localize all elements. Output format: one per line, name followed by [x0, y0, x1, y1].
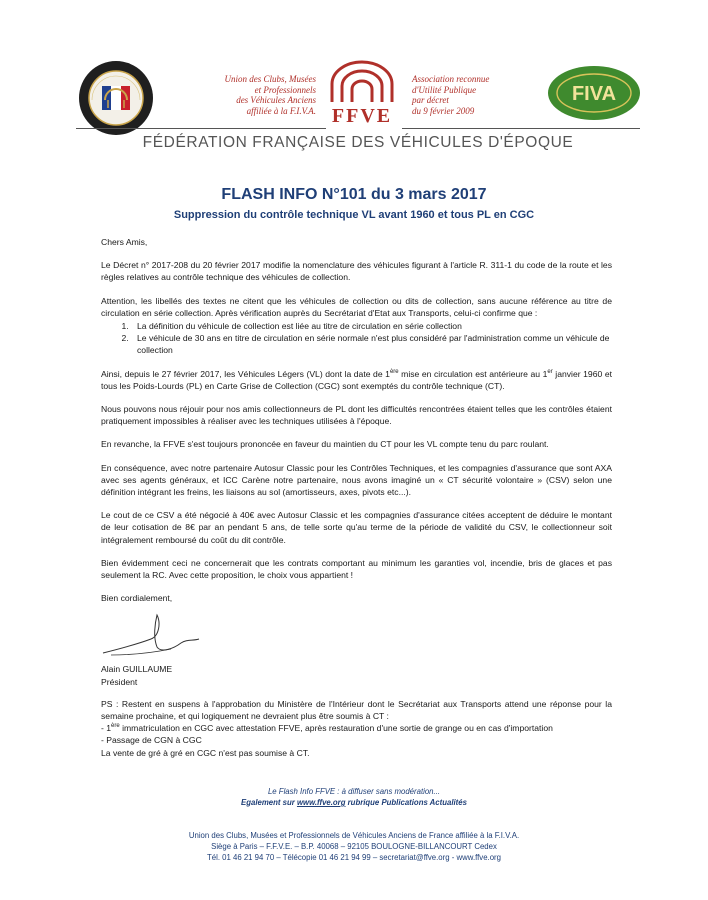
- text-run: - 1: [101, 723, 112, 734]
- header-left-text: [176, 74, 316, 116]
- paragraph: Attention, les libellés des textes ne citent que les véhicules de collection ou dits de collection, sans aucune référence au titre de circulation en série collection. Après vérification auprès du Secrétariat d'Etat aux Transports, celui-ci confirme que :: [101, 295, 612, 318]
- closing: Bien cordialement,: [101, 593, 173, 604]
- postscript: [101, 698, 612, 759]
- letter-body: [101, 236, 612, 759]
- confirmation-list: [101, 320, 612, 357]
- superscript: er: [547, 368, 553, 375]
- signature-area: [101, 609, 612, 663]
- header-right-line: du 9 février 2009: [412, 105, 475, 116]
- superscript: ère: [389, 368, 399, 375]
- ffve-round-badge-logo: [78, 60, 154, 136]
- notice-line: [0, 797, 708, 808]
- text-run: immatriculation en CGC avec attestation FFVE, après restauration d'une sortie de grange ou en cas d'importation: [119, 723, 553, 734]
- header-right-line: d'Utilité Publique: [412, 84, 477, 95]
- ps-intro: PS : Restent en suspens à l'approbation du Ministère de l'Intérieur dont le Secrétariat aux Transports attend une réponse pour la semaine prochaine, et qui logiquement ne devraient plus être soumis à CT :: [101, 698, 612, 722]
- signer-name: Alain GUILLAUME: [101, 664, 173, 675]
- header-left-line: et Professionnels: [254, 84, 316, 95]
- paragraph: Nous pouvons nous réjouir pour nos amis collectionneurs de PL dont les difficultés rencontrées étaient telles que les contrôles étaient pratiquement impossibles à réaliser avec les techniques utilisées à l'époque.: [101, 404, 612, 427]
- text-run: rubrique Publications Actualités: [345, 798, 467, 807]
- flash-info-title: FLASH INFO N°101 du 3 mars 2017: [221, 186, 487, 203]
- footer-line: Tél. 01 46 21 94 70 – Télécopie 01 46 21 94 99 – secretariat@ffve.org - www.ffve.org: [207, 853, 501, 862]
- flash-info-subtitle: Suppression du contrôle technique VL avant 1960 et tous PL en CGC: [173, 209, 535, 221]
- header-left-line: Union des Clubs, Musées: [224, 74, 316, 84]
- paragraph: [101, 368, 612, 392]
- paragraph: Le cout de ce CSV a été négocié à 40€ avec Autosur Classic et les compagnies d'assurance citées acceptent de déduire le montant de leur cotisation de 8€ par an pendant 5 ans, de telle sorte qu'au terme de la période de validité du CSV, le collectionneur soit intégralement remboursé du coût du dit contrôle.: [101, 510, 612, 545]
- handwritten-signature: [101, 609, 201, 661]
- paragraph: En revanche, la FFVE s'est toujours prononcée en faveur du maintien du CT pour les VL compte tenu du parc roulant.: [101, 439, 549, 450]
- text-run: mise en circulation est antérieure au 1: [398, 368, 548, 379]
- header-right-line: Association reconnue: [412, 74, 490, 84]
- footer-address: [0, 830, 708, 863]
- greeting: Chers Amis,: [101, 237, 148, 247]
- header-right-line: par décret: [412, 95, 449, 105]
- footer-line: Siège à Paris – F.F.V.E. – B.P. 40068 – 92105 BOULOGNE-BILLANCOURT Cedex: [211, 842, 497, 851]
- list-item: 2. Le véhicule de 30 ans en titre de circulation en série normale n'est plus considéré par l'administration comme un véhicule de collection: [131, 332, 612, 356]
- paragraph: En conséquence, avec notre partenaire Autosur Classic pour les Contrôles Techniques, et les compagnies d'assurance que sont AXA avec ses agents généraux, et ICC Carène notre partenaire, nous avons imaginé un « CT sécurité volontaire » (CSV) selon une définition intégrant les freins, les liaisons au sol (amortisseurs, axes, pivots etc...).: [101, 462, 612, 498]
- text-run: Ainsi, depuis le 27 février 2017, les Véhicules Légers (VL) dont la date de 1: [101, 368, 390, 379]
- list-item: 1. La définition du véhicule de collection est liée au titre de circulation en série collection: [131, 320, 612, 332]
- text-run: Egalement sur: [241, 798, 297, 807]
- ps-item: La vente de gré à gré en CGC n'est pas soumise à CT.: [101, 747, 310, 758]
- fiva-logo-text: FIVA: [571, 83, 617, 105]
- header-rule-right: [402, 128, 640, 129]
- website-link[interactable]: www.ffve.org: [296, 798, 346, 807]
- distribution-notice: [0, 786, 708, 808]
- paragraph: Le Décret n° 2017-208 du 20 février 2017 modifie la nomenclature des véhicules figurant à l'article R. 311-1 du code de la route et les règles relatives au contrôle technique des véhicules de collection.: [101, 260, 612, 283]
- ffve-arch-logo: [318, 58, 406, 128]
- signer-block: [101, 663, 612, 687]
- header-left-line: des Véhicules Anciens: [236, 95, 316, 105]
- fiva-oval-logo: [546, 64, 642, 122]
- federation-name: FÉDÉRATION FRANÇAISE DES VÉHICULES D'ÉPOQUE: [142, 134, 574, 151]
- paragraph: Bien évidemment ceci ne concernerait que les contrats comportant au minimum les garanties vol, incendie, bris de glaces et pas seulement la RC. Avec cette proposition, le choix vous appartient !: [101, 557, 612, 581]
- signer-role: Président: [101, 676, 138, 687]
- header-right-text: [412, 74, 532, 116]
- superscript: ère: [111, 723, 120, 730]
- footer-line: Union des Clubs, Musées et Professionnels de Véhicules Anciens de France affiliée à la F.I.V.A.: [188, 831, 520, 840]
- header-rule-left: [76, 128, 326, 129]
- text-run: janvier 1960 et tous les Poids-Lourds (PL) en Carte Grise de Collection (CGC) sont exemptés du contrôle technique (CT).: [101, 368, 612, 391]
- ffve-logo-text: FFVE: [331, 105, 393, 127]
- ps-item: - Passage de CGN à CGC: [101, 735, 202, 746]
- ps-item: [101, 722, 612, 734]
- notice-line: Le Flash Info FFVE : à diffuser sans modération...: [267, 787, 441, 796]
- header-left-line: affiliée à la F.I.V.A.: [246, 105, 316, 116]
